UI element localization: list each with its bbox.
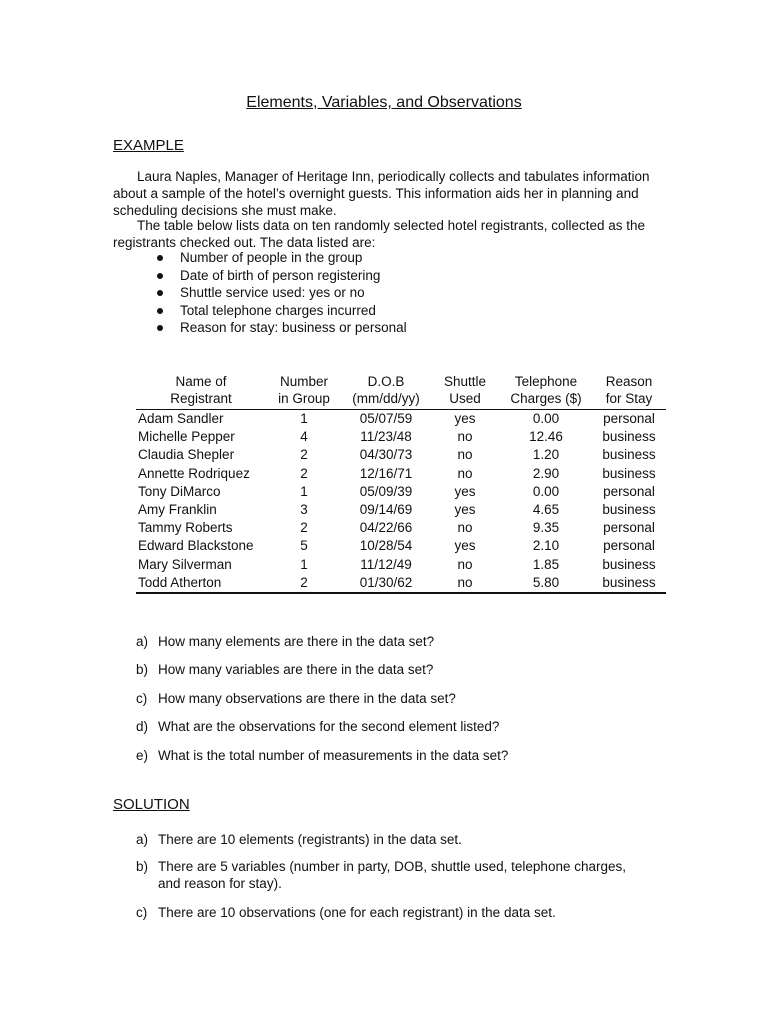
table-cell: business <box>592 574 666 593</box>
table-row <box>136 428 666 446</box>
table-cell: 0.00 <box>532 411 560 426</box>
question-label: b) <box>136 662 149 677</box>
table-cell: 4.65 <box>532 502 560 518</box>
question-text: How many variables are there in the data set? <box>158 662 434 677</box>
table-cell: personal <box>603 483 655 499</box>
table-cell: 10/28/54 <box>359 538 413 554</box>
page-title: Elements, Variables, and Observations <box>246 94 522 111</box>
table-cell: 05/09/39 <box>359 483 413 499</box>
column-header-reason: Reason for Stay <box>592 372 666 410</box>
table-cell: business <box>602 502 656 518</box>
table-cell: 0.00 <box>532 483 560 499</box>
question-label: d) <box>136 719 149 734</box>
table-cell: 3 <box>300 502 308 518</box>
example-heading: EXAMPLE <box>113 137 184 154</box>
table-cell: 1 <box>300 556 308 572</box>
table-cell: 4 <box>300 429 308 445</box>
intro-paragraph-1 <box>113 168 661 219</box>
solution-text: There are 5 variables (number in party, DOB, shuttle used, telephone charges, <box>158 859 626 874</box>
bullet-item: Shuttle service used: yes or no <box>155 284 407 302</box>
solution-item <box>136 831 676 848</box>
table-cell: 2 <box>300 447 308 463</box>
table-cell: personal <box>603 520 655 536</box>
registrant-table <box>136 372 666 594</box>
table-cell: business <box>602 447 656 463</box>
table-cell: business <box>602 465 656 481</box>
question-item <box>136 747 676 764</box>
table-row <box>136 574 666 593</box>
column-header-telephone: Telephone Charges ($) <box>500 372 592 410</box>
table-cell: no <box>457 465 473 481</box>
table-cell: personal <box>603 411 655 426</box>
table-cell: 2 <box>300 465 308 481</box>
table-cell: 04/22/66 <box>359 520 413 536</box>
solution-text: There are 10 observations (one for each registrant) in the data set. <box>158 905 556 920</box>
solution-item <box>136 904 676 921</box>
question-item <box>136 718 676 735</box>
table-row <box>136 501 666 519</box>
table-row <box>136 465 666 483</box>
question-text: What are the observations for the second element listed? <box>158 719 500 734</box>
table-cell: 2.90 <box>532 465 560 481</box>
table-cell: 2 <box>300 520 308 536</box>
table-header-row <box>136 372 666 410</box>
intro-paragraph-2 <box>113 217 661 251</box>
table-cell: 12/16/71 <box>359 465 413 481</box>
bullet-item: Total telephone charges incurred <box>155 302 407 320</box>
table-row <box>136 446 666 464</box>
intro-paragraph-1-text: Laura Naples, Manager of Heritage Inn, periodically collects and tabulates information about a sample of the hotel’s overnight guests. This information aids her in planning and scheduling decisions she must make. <box>113 169 650 218</box>
solution-text-continued: and reason for stay). <box>158 876 282 891</box>
table-cell: 04/30/73 <box>359 447 413 463</box>
table-cell: 2.10 <box>532 538 560 554</box>
table-cell: 5 <box>300 538 308 554</box>
solution-label: b) <box>136 859 149 874</box>
intro-paragraph-2-text: The table below lists data on ten randomly selected hotel registrants, collected as the registrants checked out. The data listed are: <box>113 218 646 250</box>
question-text: What is the total number of measurements in the data set? <box>158 748 509 763</box>
column-header-name: Name of Registrant <box>136 372 266 410</box>
table-cell: personal <box>603 538 655 554</box>
table-cell: 11/23/48 <box>360 429 412 445</box>
table-cell: Annette Rodriquez <box>138 465 250 481</box>
table-cell: Michelle Pepper <box>138 429 235 445</box>
solution-item <box>136 858 676 892</box>
table-cell: no <box>430 574 500 593</box>
table-cell: Mary Silverman <box>138 556 232 572</box>
data-bullet-list <box>155 249 407 337</box>
table-cell: 1.85 <box>532 556 560 572</box>
solution-text: There are 10 elements (registrants) in the data set. <box>158 832 462 847</box>
question-label: e) <box>136 748 149 763</box>
table-cell: 2 <box>266 574 342 593</box>
table-row <box>136 519 666 537</box>
solution-heading: SOLUTION <box>113 796 190 813</box>
table-cell: 11/12/49 <box>360 556 412 572</box>
table-cell: 09/14/69 <box>359 502 413 518</box>
question-item <box>136 633 676 650</box>
question-item <box>136 661 676 678</box>
table-cell: yes <box>454 538 476 554</box>
table-cell: 12.46 <box>529 429 563 445</box>
table-row <box>136 483 666 501</box>
table-cell: no <box>457 429 473 445</box>
table-cell: Adam Sandler <box>138 411 224 426</box>
bullet-item: Date of birth of person registering <box>155 267 407 285</box>
table-cell: Amy Franklin <box>138 502 217 518</box>
table-cell: 1 <box>300 411 308 426</box>
table-cell: 05/07/59 <box>359 411 413 426</box>
table-cell: Tony DiMarco <box>138 483 221 499</box>
table-cell: 5.80 <box>500 574 592 593</box>
question-text: How many observations are there in the data set? <box>158 691 456 706</box>
table-cell: no <box>457 520 473 536</box>
table-cell: Edward Blackstone <box>138 538 254 554</box>
bullet-item: Number of people in the group <box>155 249 407 267</box>
table-cell: Todd Atherton <box>136 574 266 593</box>
question-item <box>136 690 676 707</box>
column-header-dob: D.O.B (mm/dd/yy) <box>342 372 430 410</box>
table-cell: 01/30/62 <box>342 574 430 593</box>
question-label: c) <box>136 691 148 706</box>
question-text: How many elements are there in the data set? <box>158 634 435 649</box>
table-row <box>136 537 666 555</box>
solution-label: a) <box>136 832 149 847</box>
table-cell: business <box>602 429 656 445</box>
table-cell: Tammy Roberts <box>138 520 233 536</box>
table-cell: 1 <box>300 483 308 499</box>
table-cell: yes <box>454 483 476 499</box>
table-cell: yes <box>454 502 476 518</box>
table-cell: 1.20 <box>532 447 560 463</box>
table-row <box>136 556 666 574</box>
table-cell: no <box>457 447 473 463</box>
bullet-item: Reason for stay: business or personal <box>155 319 407 337</box>
column-header-number: Number in Group <box>266 372 342 410</box>
table-row <box>136 410 666 429</box>
table-body <box>136 410 666 594</box>
table-cell: Claudia Shepler <box>138 447 235 463</box>
solution-label: c) <box>136 905 148 920</box>
table-cell: business <box>602 556 656 572</box>
question-label: a) <box>136 634 149 649</box>
table-cell: no <box>457 556 473 572</box>
table-cell: yes <box>454 411 476 426</box>
column-header-shuttle: Shuttle Used <box>430 372 500 410</box>
table-cell: 9.35 <box>532 520 560 536</box>
